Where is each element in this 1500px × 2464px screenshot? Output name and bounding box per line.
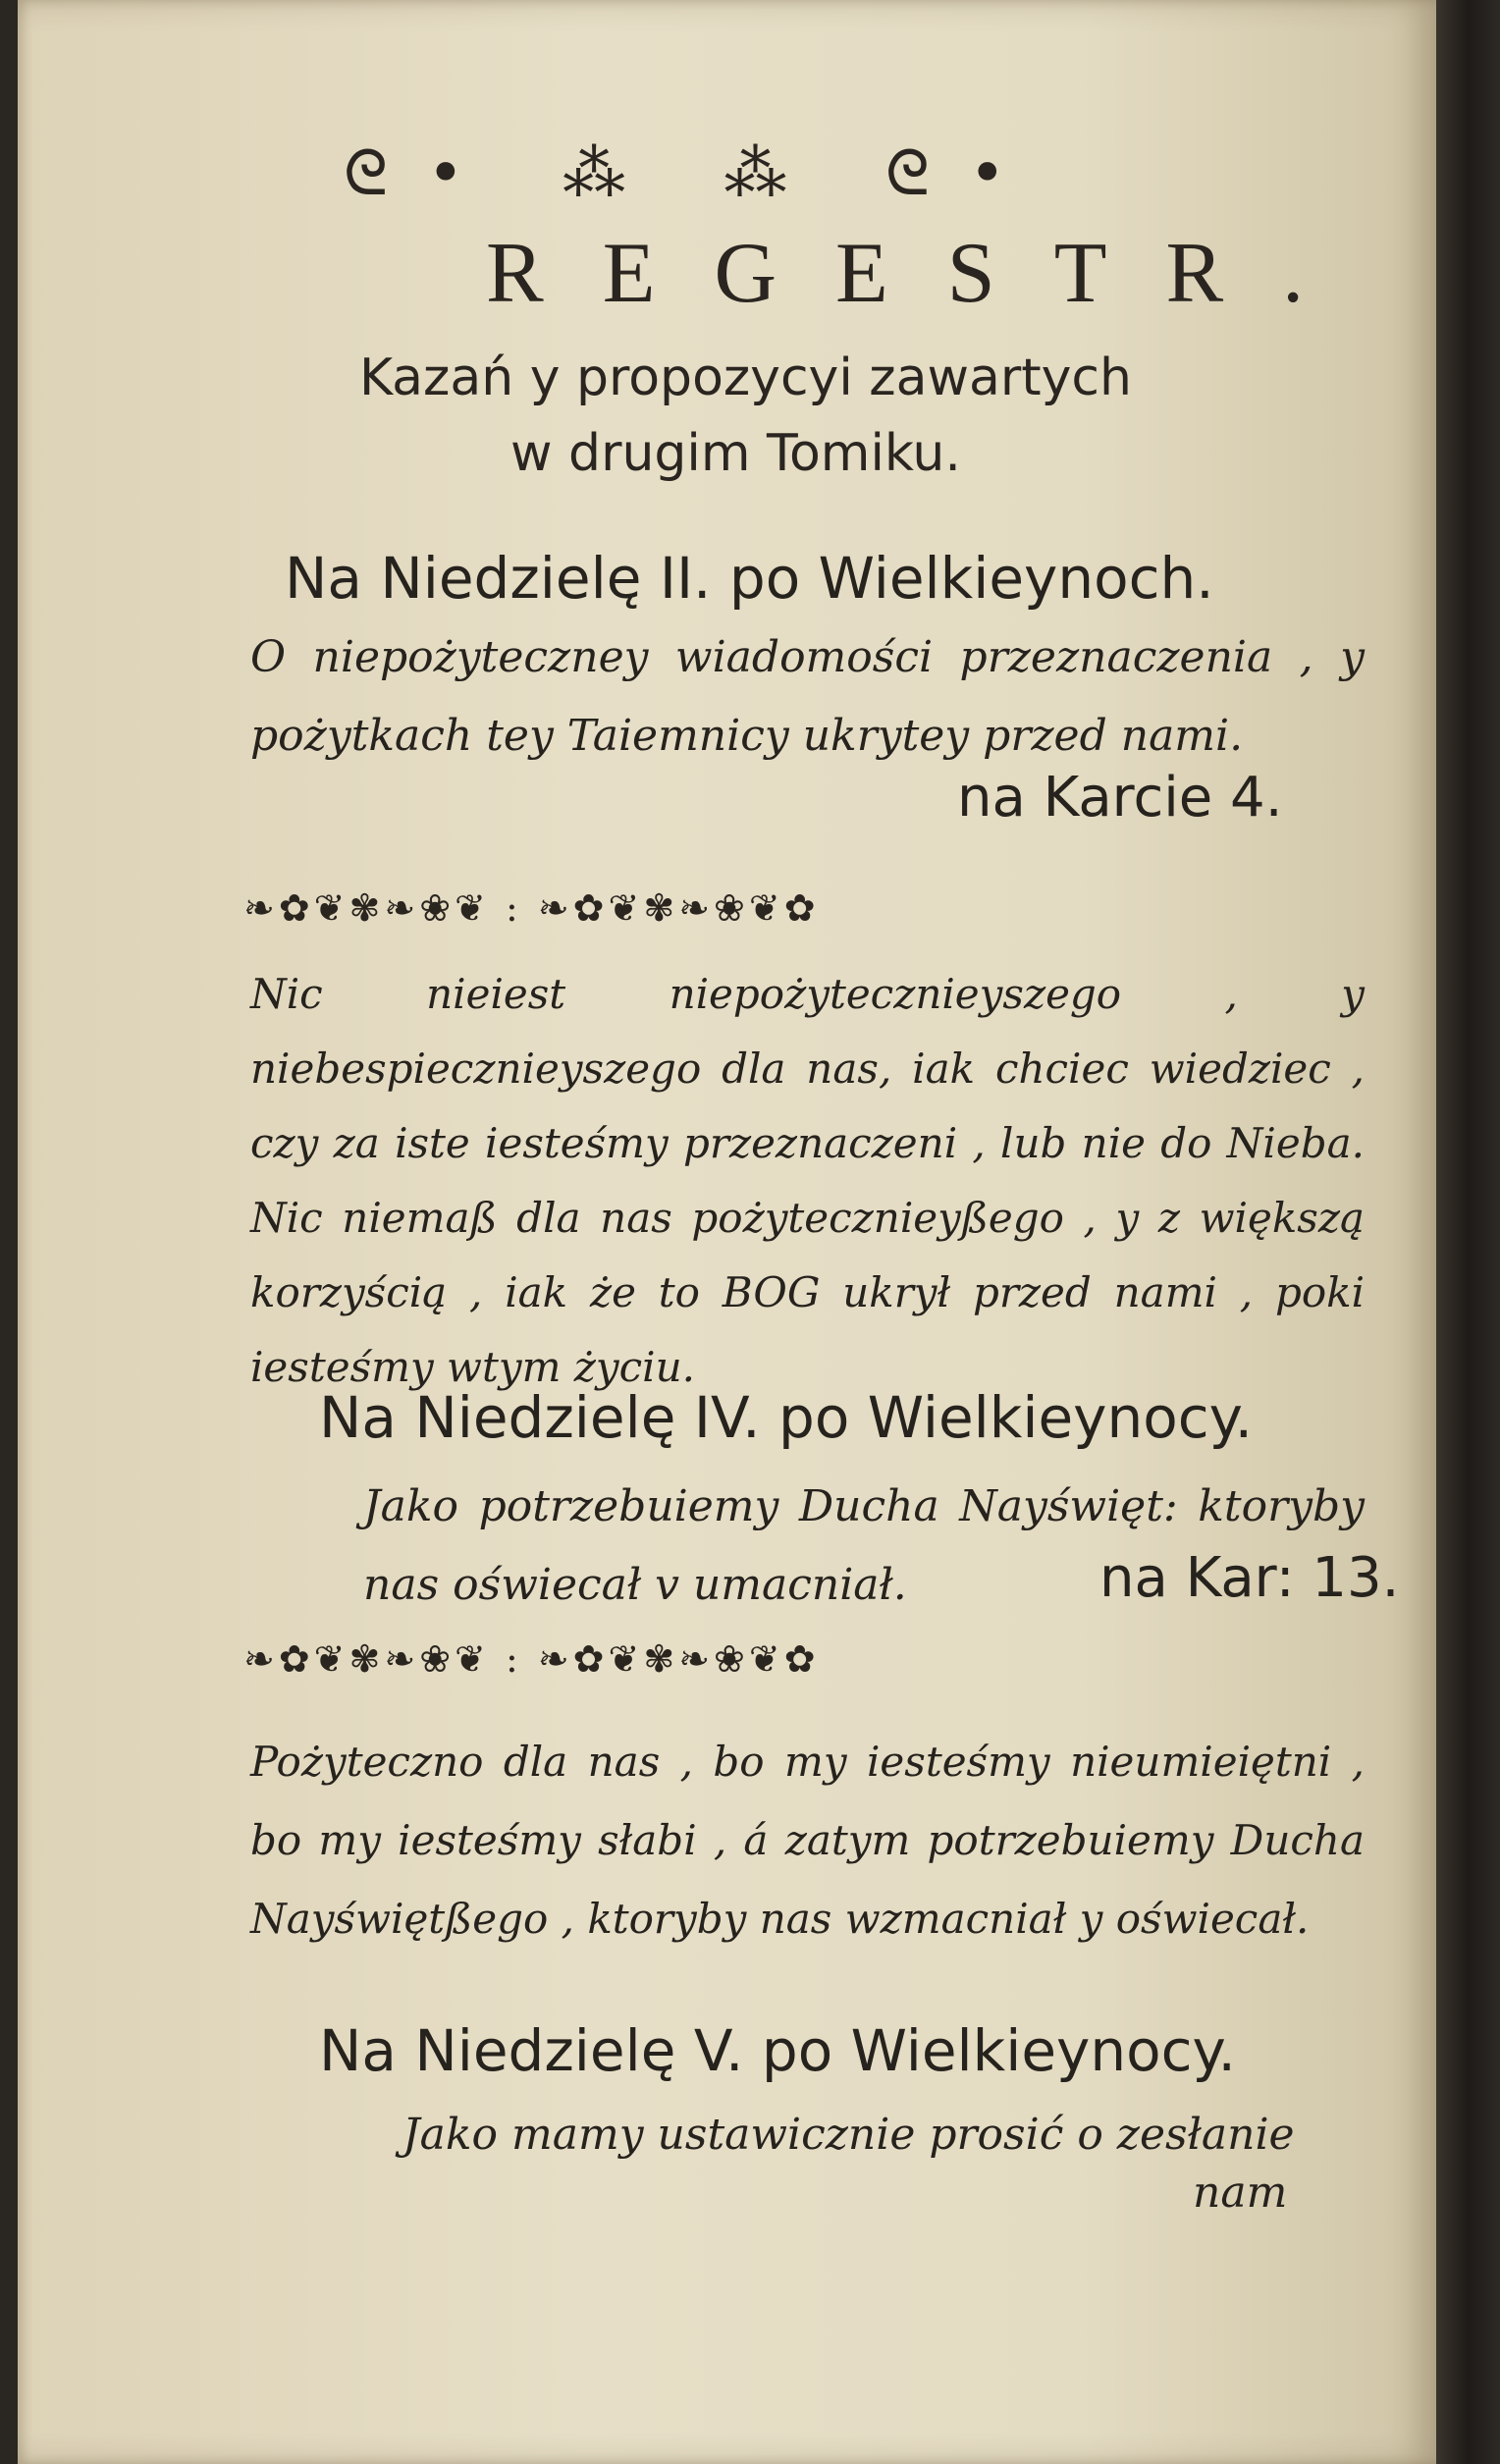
- page-title: REGESTR.: [486, 226, 1364, 321]
- page-reference: na Kar: 13.: [1099, 1546, 1400, 1610]
- page-reference: na Karcie 4.: [957, 766, 1283, 830]
- subtitle-line-1: Kazań y propozycyi zawartych: [359, 348, 1132, 407]
- section-summary: Jako mamy ustawicznie prosić o zesłanie: [402, 2110, 1295, 2160]
- section-summary: O niepożyteczney wiadomości przeznaczenia , y pożytkach tey Taiemnicy ukrytey przed nami.: [250, 632, 1365, 761]
- catchword: nam: [1193, 2168, 1288, 2218]
- section-heading: Na Niedzielę V. po Wielkieynocy.: [319, 2017, 1236, 2084]
- section-heading: Na Niedzielę II. po Wielkieynoch.: [285, 545, 1214, 612]
- subtitle-line-2: w drugim Tomiku.: [510, 424, 961, 483]
- top-ornament: ᘓ• ⁂ ⁂ ᘓ•: [344, 137, 1045, 210]
- section-heading: Na Niedzielę IV. po Wielkieynocy.: [319, 1384, 1254, 1451]
- ornamental-divider: ❧✿❦✾❧❀❦ : ❧✿❦✾❧❀❦✿: [243, 1637, 820, 1681]
- book-spine: [1436, 0, 1500, 2464]
- section-body: Nic nieiest niepożytecznieyszego , y niebespiecznieyszego dla nas, iak chciec wiedziec , czy za iste iesteśmy przeznaczeni , lub nie do Nieba. Nic niemaß dla nas pożytecznieyßego , y z większą korzyścią , iak że to BOG ukrył przed nami , poki iesteśmy wtym życiu.: [250, 970, 1365, 1391]
- section-summary: Jako potrzebuiemy Ducha Nayświęt: ktoryby nas oświecał v umacniał.: [363, 1481, 1365, 1610]
- ornamental-divider: ❧✿❦✾❧❀❦ : ❧✿❦✾❧❀❦✿: [243, 886, 820, 930]
- section-body: Pożyteczno dla nas , bo my iesteśmy nieumieiętni , bo my iesteśmy słabi , á zatym potrzebuiemy Ducha Nayświętßego , ktoryby nas wzmacniał y oświecał.: [250, 1738, 1365, 1943]
